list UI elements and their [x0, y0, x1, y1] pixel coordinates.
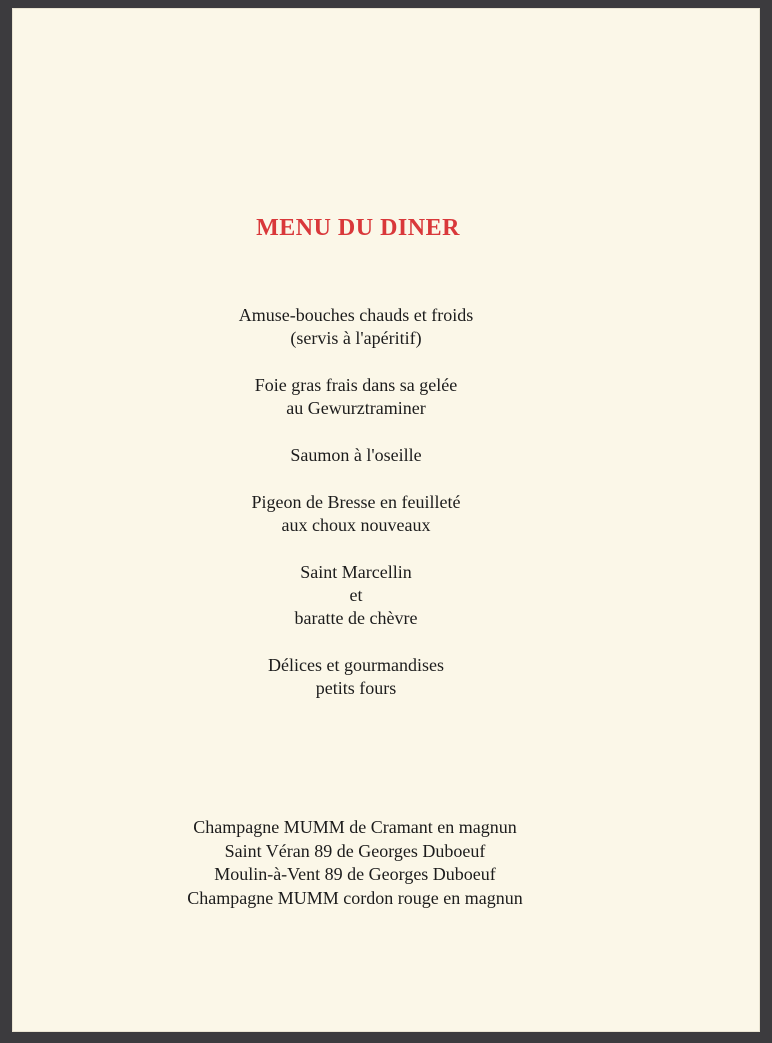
wine-item: Saint Véran 89 de Georges Duboeuf [224, 840, 486, 861]
course-line: au Gewurztraminer [286, 398, 426, 418]
wine-item: Champagne MUMM cordon rouge en magnun [187, 887, 523, 908]
course-fromages [12, 561, 700, 630]
course-line: Saint Marcellin [300, 562, 412, 582]
course-line: (servis à l'apéritif) [290, 328, 422, 348]
course-amuse-bouches [12, 304, 700, 350]
course-pigeon [12, 491, 700, 537]
course-line: Pigeon de Bresse en feuilleté [251, 492, 461, 512]
course-line: baratte de chèvre [294, 608, 418, 628]
course-saumon [12, 444, 700, 467]
course-line: petits fours [315, 678, 397, 698]
course-line: et [349, 585, 363, 605]
menu-card [12, 8, 760, 1032]
course-line: Délices et gourmandises [268, 655, 444, 675]
course-line: aux choux nouveaux [281, 515, 431, 535]
course-line: Foie gras frais dans sa gelée [254, 375, 458, 395]
course-foie-gras [12, 374, 700, 420]
course-line: Saumon à l'oseille [290, 445, 422, 465]
menu-title: MENU DU DINER [256, 215, 460, 241]
course-line: Amuse-bouches chauds et froids [238, 305, 474, 325]
wine-list [12, 816, 698, 910]
wine-item: Champagne MUMM de Cramant en magnun [193, 817, 517, 837]
wine-item: Moulin-à-Vent 89 de Georges Duboeuf [214, 864, 496, 884]
course-desserts [12, 654, 700, 700]
course-list [12, 304, 700, 724]
